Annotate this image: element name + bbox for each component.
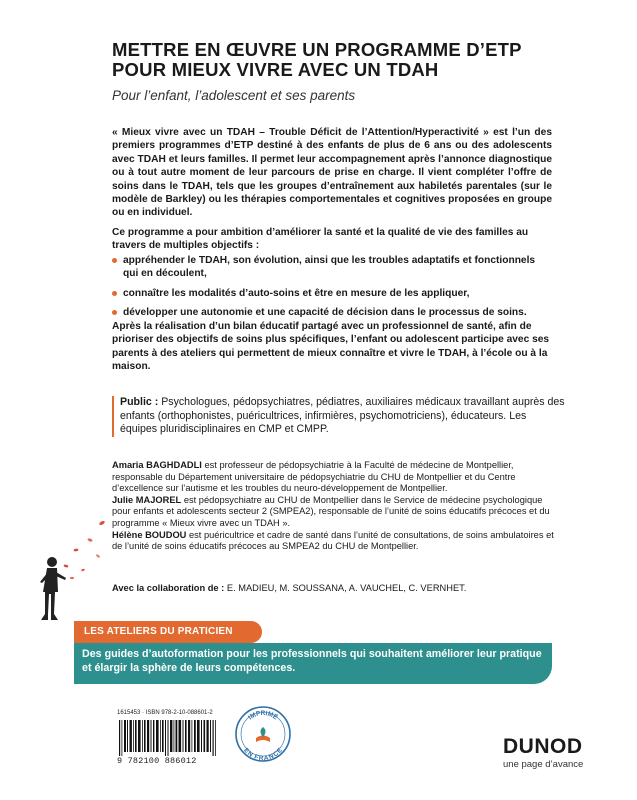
- workshop-paragraph: Après la réalisation d’un bilan éducatif partagé avec un professionnel de santé, afin de prioriser des objectifs de soins plus spécifiques, l’enfant ou adolescent participe avec ses parents à des ateliers qui permettent de mieux connaître et vivre le TDAH, à l’école ou à la maison.: [112, 321, 550, 373]
- author-name: Amaria BAGHDADLI: [112, 460, 202, 470]
- book-subtitle: Pour l’enfant, l’adolescent et ses parents: [112, 88, 356, 103]
- seal-bottom-text: EN FRANCE: [242, 746, 284, 763]
- publisher-logo: DUNOD: [503, 735, 583, 758]
- printed-in-france-seal: [234, 705, 292, 763]
- bullet-dot-icon: [112, 310, 117, 315]
- ambition-paragraph: Ce programme a pour ambition d’améliorer la santé et la qualité de vie des familles au travers de multiples objectifs :: [112, 227, 529, 252]
- author-name: Hélène BOUDOU: [112, 529, 187, 540]
- barcode-icon: [117, 720, 221, 756]
- audience-label: Public :: [120, 396, 159, 408]
- book-title: [112, 40, 592, 80]
- objective-item: [112, 306, 552, 319]
- author-description: est puéricultrice et cadre de santé dans l’unité de consultations, de soins ambulatoires et de l’unité de soins éducatifs précoces au SMPEA2 du CHU de Montpellier.: [112, 529, 554, 552]
- audience-section: [112, 396, 565, 437]
- objectives-list: [112, 254, 552, 326]
- barcode-block: [117, 710, 225, 765]
- objective-text: connaître les modalités d’auto-soins et être en mesure de les appliquer,: [123, 287, 470, 299]
- author-bio: [112, 530, 554, 553]
- bullet-dot-icon: [112, 258, 117, 263]
- objective-text: appréhender le TDAH, son évolution, ainsi que les troubles adaptatifs et fonctionnels qui en découlent,: [123, 255, 536, 280]
- author-bio: [112, 495, 554, 530]
- objective-item: [112, 287, 552, 300]
- author-description: est professeur de pédopsychiatrie à la Faculté de médecine de Montpellier, responsable du Département universitaire de pédopsychiatrie du CHU de Montpellier et du Centre d’excellence sur l’autisme et les troubles du neuro-développement de Montpellier.: [112, 460, 516, 494]
- barcode-digits: 9 782100 886012: [117, 756, 197, 766]
- series-banner: LES ATELIERS DU PRATICIEN: [74, 621, 262, 643]
- authors-section: [112, 460, 554, 553]
- collaborators-line: [112, 583, 562, 593]
- collaborators-label: Avec la collaboration de :: [112, 583, 225, 593]
- audience-text: Psychologues, pédopsychiatres, pédiatres, auxiliaires médicaux travaillant auprès des enfants (orthophonistes, puéricultrices, infirmières, psychomotriciens), éducateurs. Les équipes pluridisciplinaires en CMP et CMPP.: [120, 396, 565, 436]
- boy-silhouette-illustration: [28, 520, 118, 630]
- author-description: est pédopsychiatre au CHU de Montpellier dans le Service de médecine psychologique pour enfants et adolescents secteur 2 (SMPEA2), responsable de l’unité de soins éducatifs précoces et du programme « Mieux vivre avec un TDAH ».: [112, 494, 550, 528]
- objective-text: développer une autonomie et une capacité de décision dans le processus de soins.: [123, 307, 527, 319]
- seal-top-text: IMPRIMÉ: [247, 710, 279, 722]
- intro-paragraph: « Mieux vivre avec un TDAH – Trouble Déficit de l’Attention/Hyperactivité » est l’un des premiers programmes d’ETP destiné à des enfants de plus de 6 ans ou des adolescents avec TDAH et leurs familles. Il permet leur accompagnement après l’annonce diagnostique ou à tout autre moment de leur parcours de prise en charge. Il vient compléter l’offre de soins dans le TDAH, tels que les groupes d’entraînement aux habiletés parentales (sur le modèle de Barkley) ou les thérapies comportementales et cognitives proposées en groupe ou en individuel.: [112, 127, 552, 219]
- title-line-1: METTRE EN ŒUVRE UN PROGRAMME D’ETP: [112, 39, 522, 60]
- bullet-dot-icon: [112, 291, 117, 296]
- objective-item: [112, 254, 552, 281]
- collaborators-names: E. MADIEU, M. SOUSSANA, A. VAUCHEL, C. VERNHET.: [224, 583, 467, 593]
- isbn-text: 1615453 · ISBN 978-2-10-088601-2: [117, 710, 213, 716]
- author-bio: [112, 460, 554, 495]
- title-line-2: POUR MIEUX VIVRE AVEC UN TDAH: [112, 59, 439, 80]
- author-name: Julie MAJOREL: [112, 494, 182, 505]
- publisher-tagline: une page d’avance: [503, 759, 584, 770]
- series-description: Des guides d’autoformation pour les professionnels qui souhaitent améliorer leur pratique et élargir la sphère de leurs compétences.: [74, 643, 552, 684]
